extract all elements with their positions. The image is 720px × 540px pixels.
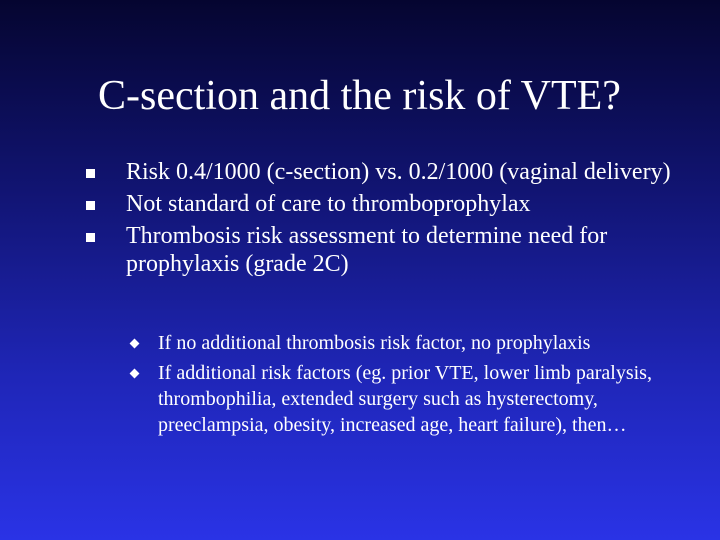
slide-title: C-section and the risk of VTE? — [98, 73, 621, 119]
square-bullet-icon — [86, 169, 95, 178]
sub-bullet-list — [126, 330, 686, 442]
bullet-item — [86, 190, 696, 218]
bullet-text: Risk 0.4/1000 (c-section) vs. 0.2/1000 (vaginal delivery) — [126, 159, 671, 185]
sub-bullet-item — [126, 330, 686, 356]
bullet-item — [86, 158, 696, 186]
bullet-list — [86, 158, 696, 282]
diamond-bullet-icon — [130, 339, 140, 349]
square-bullet-icon — [86, 233, 95, 242]
sub-bullet-item — [126, 360, 686, 438]
sub-bullet-text: If additional risk factors (eg. prior VTE, lower limb paralysis, thrombophilia, extended surgery such as hysterectomy, preeclampsia, obesity, increased age, heart failure), then… — [158, 362, 652, 436]
square-bullet-icon — [86, 201, 95, 210]
bullet-text: Not standard of care to thromboprophylax — [126, 191, 531, 217]
bullet-text: Thrombosis risk assessment to determine need for prophylaxis (grade 2C) — [126, 223, 608, 277]
bullet-item — [86, 222, 696, 278]
diamond-bullet-icon — [130, 369, 140, 379]
sub-bullet-text: If no additional thrombosis risk factor, no prophylaxis — [158, 332, 591, 354]
